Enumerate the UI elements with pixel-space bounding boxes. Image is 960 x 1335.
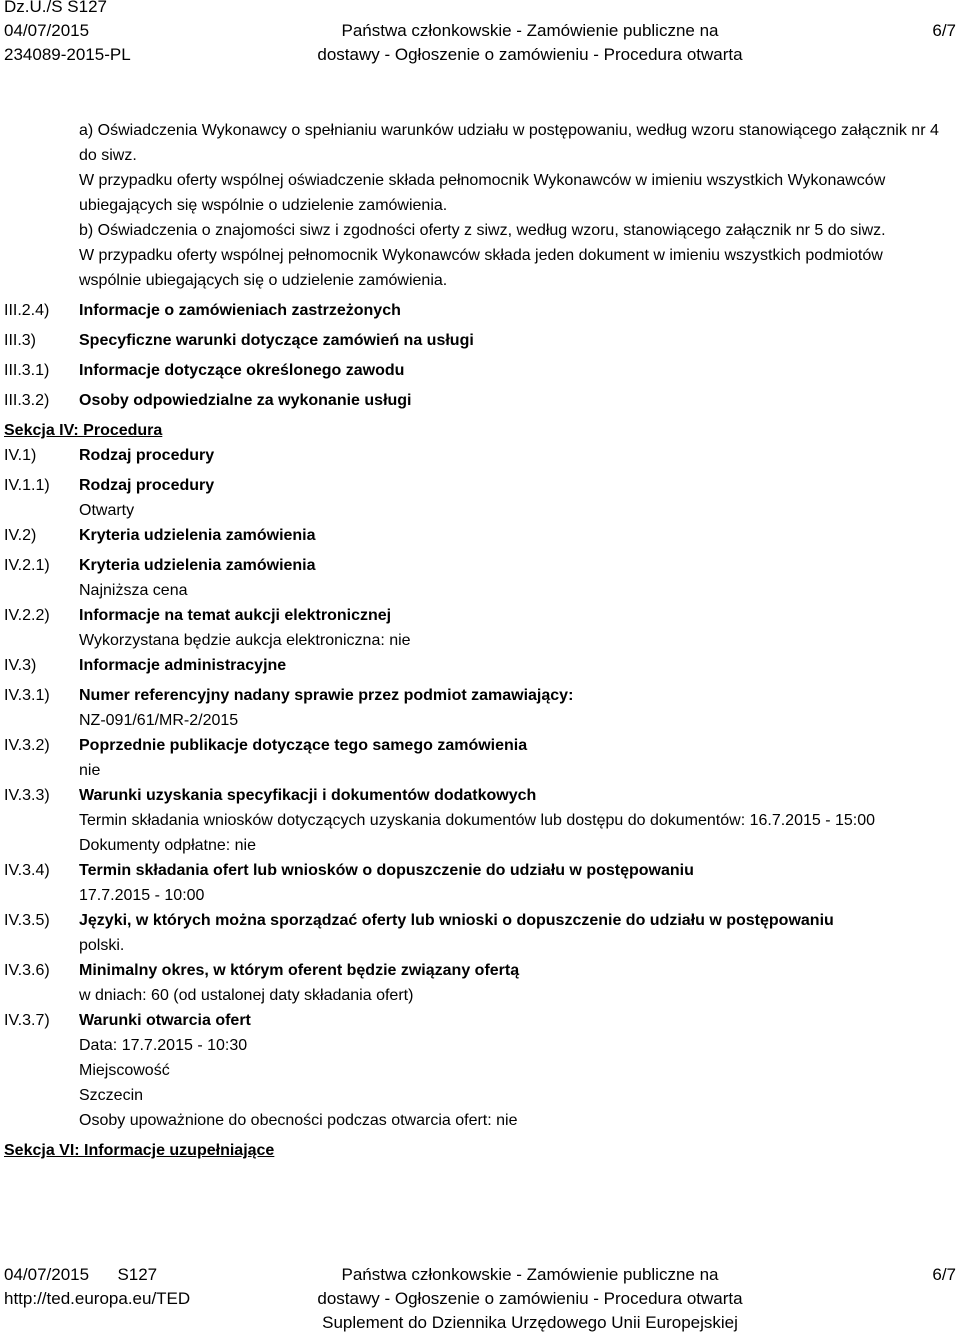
header-date: 04/07/2015 (4, 21, 90, 40)
section-value: w dniach: 60 (od ustalonej daty składania ofert) (79, 987, 414, 1004)
footer-title-line2: dostawy - Ogłoszenie o zamówieniu - Procedura otwarta (317, 1289, 743, 1308)
section-number: IV.3.4) (4, 862, 50, 879)
section-title: Informacje o zamówieniach zastrzeżonych (79, 302, 401, 319)
section-number: IV.3.2) (4, 737, 50, 754)
section-title: Numer referencyjny nadany sprawie przez podmiot zamawiający: (79, 687, 574, 704)
section-number: IV.3) (4, 657, 37, 674)
intro-paragraph: W przypadku oferty wspólnej oświadczenie składa pełnomocnik Wykonawców w imieniu wszystkich Wykonawców ubiegających się wspólnie o udzielenie zamówienia. (79, 172, 886, 214)
section-number: IV.2.1) (4, 557, 50, 574)
section-item (0, 328, 960, 358)
section-item (0, 603, 960, 653)
section-title: Rodzaj procedury (79, 447, 215, 464)
section-title: Warunki otwarcia ofert (79, 1012, 251, 1029)
section-number: IV.2.2) (4, 607, 50, 624)
footer-page-number: 6/7 (932, 1265, 956, 1284)
section-title: Informacje na temat aukcji elektronicznej (79, 607, 392, 624)
section-title: Rodzaj procedury (79, 477, 215, 494)
section-number: IV.1.1) (4, 477, 50, 494)
header-title-line2: dostawy - Ogłoszenie o zamówieniu - Procedura otwarta (317, 45, 743, 64)
section-item (0, 733, 960, 783)
section-value: 17.7.2015 - 10:00 (79, 887, 205, 904)
notice-number: 234089-2015-PL (4, 45, 131, 64)
intro-paragraph: a) Oświadczenia Wykonawcy o spełnianiu warunków udziału w postępowaniu, według wzoru stanowiącego załącznik nr 4 do siwz. (79, 122, 939, 164)
main-content (0, 118, 960, 1163)
section-title: Kryteria udzielenia zamówienia (79, 527, 316, 544)
footer-issue: S127 (117, 1265, 158, 1284)
header-title-line1: Państwa członkowskie - Zamówienie publiczne na (341, 21, 719, 40)
section-item (0, 473, 960, 523)
section-item (0, 858, 960, 908)
section-title: Specyficzne warunki dotyczące zamówień na usługi (79, 332, 474, 349)
intro-paragraph: b) Oświadczenia o znajomości siwz i zgodności oferty z siwz, według wzoru, stanowiącego załącznik nr 5 do siwz. (79, 222, 886, 239)
intro-paragraph: W przypadku oferty wspólnej pełnomocnik Wykonawców składa jeden dokument w imieniu wszystkich podmiotów wspólnie ubiegających się o udzielenie zamówienia. (79, 247, 883, 289)
section-number: IV.3.3) (4, 787, 50, 804)
section-value: Miejscowość (79, 1062, 170, 1079)
section-item (0, 908, 960, 958)
section-number: IV.2) (4, 527, 37, 544)
section-title: Informacje administracyjne (79, 657, 287, 674)
section-item (0, 653, 960, 683)
section-title: Warunki uzyskania specyfikacji i dokumentów dodatkowych (79, 787, 537, 804)
section-value: Osoby upoważnione do obecności podczas otwarcia ofert: nie (79, 1112, 518, 1129)
section-item (0, 443, 960, 473)
section-title: Informacje dotyczące określonego zawodu (79, 362, 405, 379)
section-item (0, 958, 960, 1008)
footer-title-line3: Suplement do Dziennika Urzędowego Unii Europejskiej (322, 1313, 738, 1332)
section-item (0, 1008, 960, 1133)
section-item (0, 358, 960, 388)
section-4-items (0, 443, 960, 1133)
section-number: III.2.4) (4, 302, 50, 319)
footer-date: 04/07/2015 (4, 1265, 90, 1284)
section-number: IV.3.7) (4, 1012, 50, 1029)
section-number: IV.1) (4, 447, 37, 464)
section-number: IV.3.6) (4, 962, 50, 979)
section-value: Termin składania wniosków dotyczących uzyskania dokumentów lub dostępu do dokumentów: 16.7.2015 - 15:00 (79, 812, 876, 829)
section-item (0, 783, 960, 858)
section-title: Poprzednie publikacje dotyczące tego samego zamówienia (79, 737, 528, 754)
section-item (0, 298, 960, 328)
section-number: IV.3.1) (4, 687, 50, 704)
section-item (0, 683, 960, 733)
section-value: Najniższa cena (79, 582, 188, 599)
section-value: NZ-091/61/MR-2/2015 (79, 712, 239, 729)
section-number: IV.3.5) (4, 912, 50, 929)
intro-text (79, 118, 939, 293)
journal-ref: Dz.U./S S127 (4, 0, 107, 16)
section-value: polski. (79, 937, 125, 954)
section-number: III.3.1) (4, 362, 50, 379)
page-header (4, 0, 956, 67)
section-number: III.3.2) (4, 392, 50, 409)
footer-url[interactable]: http://ted.europa.eu/TED (4, 1289, 191, 1308)
section-title: Kryteria udzielenia zamówienia (79, 557, 316, 574)
section-title: Termin składania ofert lub wniosków o dopuszczenie do udziału w postępowaniu (79, 862, 694, 879)
section-item (0, 523, 960, 553)
section-item (0, 388, 960, 418)
section-value: Szczecin (79, 1087, 144, 1104)
section-value: Dokumenty odpłatne: nie (79, 837, 256, 854)
section-value: Otwarty (79, 502, 135, 519)
section-item (0, 553, 960, 603)
section-value: Wykorzystana będzie aukcja elektroniczna: nie (79, 632, 411, 649)
section-title: Minimalny okres, w którym oferent będzie związany ofertą (79, 962, 520, 979)
section-iv-heading: Sekcja IV: Procedura (4, 422, 163, 439)
section-value: Data: 17.7.2015 - 10:30 (79, 1037, 248, 1054)
section-title: Osoby odpowiedzialne za wykonanie usługi (79, 392, 412, 409)
page-footer (4, 1263, 956, 1335)
section-3-items (0, 298, 960, 418)
section-number: III.3) (4, 332, 37, 349)
section-value: nie (79, 762, 101, 779)
section-title: Języki, w których można sporządzać oferty lub wnioski o dopuszczenie do udziału w postępowaniu (79, 912, 834, 929)
footer-title-line1: Państwa członkowskie - Zamówienie publiczne na (341, 1265, 719, 1284)
section-vi-heading: Sekcja VI: Informacje uzupełniające (4, 1142, 275, 1159)
header-page-number: 6/7 (932, 21, 956, 40)
